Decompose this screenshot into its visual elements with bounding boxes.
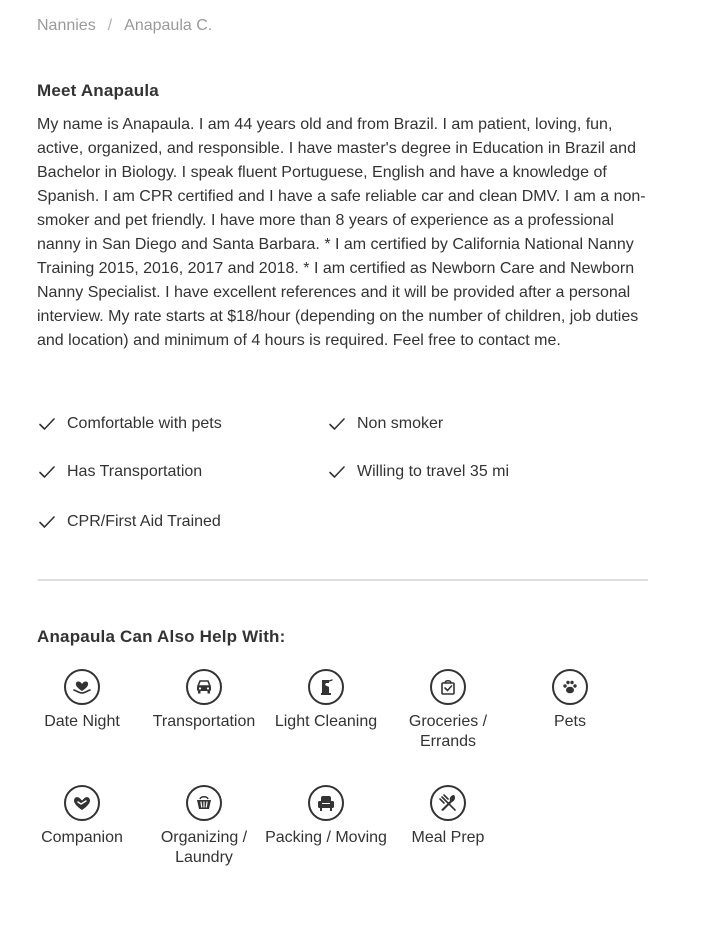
breadcrumb-link-nannies[interactable]: Nannies: [37, 17, 96, 34]
heart-handshake-icon: [64, 785, 100, 821]
attribute-label: Non smoker: [357, 415, 444, 432]
check-icon: [327, 414, 347, 434]
section-divider: [38, 579, 648, 581]
car-icon: [186, 669, 222, 705]
attribute-label: Willing to travel 35 mi: [357, 463, 510, 480]
attribute-label: Comfortable with pets: [67, 415, 222, 432]
breadcrumb-separator: /: [107, 17, 113, 34]
service-groceries: [387, 669, 509, 752]
service-meal-prep: [387, 785, 509, 848]
heart-hand-icon: [64, 669, 100, 705]
utensils-icon: [430, 785, 466, 821]
service-transportation: [143, 669, 265, 732]
spray-bottle-icon: [308, 669, 344, 705]
service-label: Transportation: [152, 713, 256, 730]
service-packing: [265, 785, 387, 848]
service-label: Pets: [553, 713, 586, 730]
help-title: Anapaula Can Also Help With:: [37, 627, 286, 646]
service-companion: [21, 785, 143, 848]
service-label: Companion: [41, 829, 123, 846]
attribute-item: [327, 414, 443, 434]
check-icon: [37, 512, 57, 532]
attribute-label: CPR/First Aid Trained: [67, 513, 221, 530]
service-label: Packing / Moving: [265, 829, 387, 846]
attribute-label: Has Transportation: [67, 463, 203, 480]
check-icon: [37, 414, 57, 434]
attribute-item: [327, 462, 509, 482]
laundry-basket-icon: [186, 785, 222, 821]
check-icon: [37, 462, 57, 482]
attribute-item: [37, 512, 221, 532]
paw-icon: [552, 669, 588, 705]
attribute-item: [37, 462, 202, 482]
shopping-bag-icon: [430, 669, 466, 705]
service-label: Organizing / Laundry: [160, 829, 248, 866]
service-pets: [509, 669, 631, 732]
service-label: Meal Prep: [411, 829, 485, 846]
breadcrumb-current: Anapaula C.: [124, 17, 213, 34]
service-label: Light Cleaning: [274, 713, 378, 730]
service-date-night: [21, 669, 143, 732]
service-light-cleaning: [265, 669, 387, 732]
bio-text: My name is Anapaula. I am 44 years old and from Brazil. I am patient, loving, fun, active, organized, and responsible. I have master's degree in Education in Brazil and Bachelor in Biology. I speak fluent Portuguese, English and have a knowledge of Spanish. I am CPR certified and I have a safe reliable car and clean DMV. I am a non-smoker and pet friendly. I have more than 8 years of experience as a professional nanny in San Diego and Santa Barbara. * I am certified by California National Nanny Training 2015, 2016, 2017 and 2018. * I am certified as Newborn Care and Newborn Nanny Specialist. I have excellent references and it will be provided after a personal interview. My rate starts at $18/hour (depending on the number of children, job duties and location) and minimum of 4 hours is required. Feel free to contact me.: [37, 116, 646, 349]
armchair-icon: [308, 785, 344, 821]
breadcrumb: [37, 17, 212, 35]
attribute-item: [37, 414, 222, 434]
service-organizing: [143, 785, 265, 868]
check-icon: [327, 462, 347, 482]
service-label: Date Night: [44, 713, 120, 730]
service-label: Groceries / Errands: [408, 713, 488, 750]
about-title: Meet Anapaula: [37, 81, 159, 100]
